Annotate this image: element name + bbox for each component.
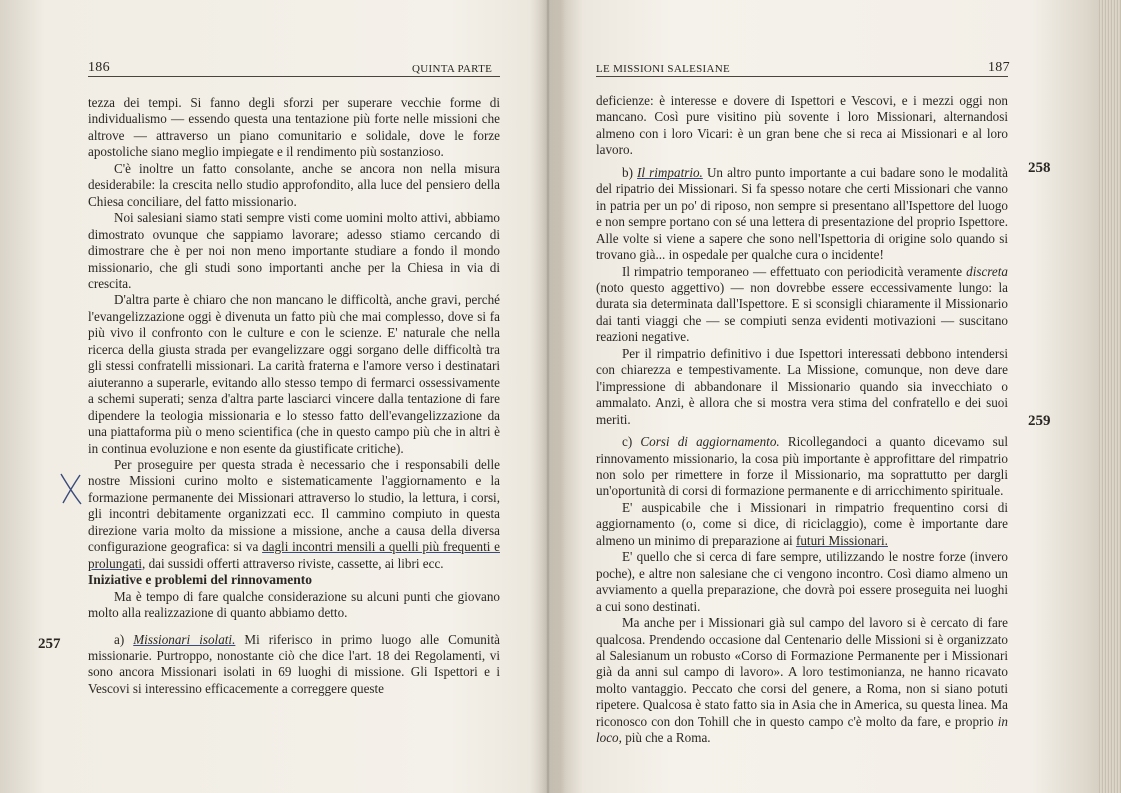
item-marker: b) (622, 164, 638, 180)
paragraph (596, 500, 1008, 549)
text-span: Ricollegandoci a quanto dicevamo sul rinnovamento missionario, la cosa più importante è approfittare del rimpatrio non solo per rimettere in forze il Missionario, ma soprattutto per dargli un'oportunità di corsi di formazione permanente e di arricchimento spirituale. (596, 434, 1008, 499)
margin-number-259: 259 (1028, 413, 1051, 429)
item-title: Missionari isolati. (133, 631, 236, 647)
right-running-head: LE MISSIONI SALESIANE (596, 63, 731, 75)
text-span: (noto questo aggettivo) — non dovrebbe essere eccessivamente lungo: la durata sia determinata dall'Ispettore. E si sconsigli chiaramente il Missionario dai tanti viaggi che — se compiuti senza evidenti motivazioni — suscitano reazioni negative. (596, 279, 1008, 345)
paragraph (596, 264, 1008, 346)
italic-text: in loco, (596, 713, 1008, 746)
left-header-rule (88, 76, 500, 77)
right-page-number: 187 (988, 60, 1010, 75)
paragraph: tezza dei tempi. Si fanno degli sforzi per superare vecchie forme di individualismo — essendo questa una tentazione più forte nelle missioni che altrove — attraverso un piano comunitario e solidale, dove le forze apostoliche siano meglio impiegate e il rendimento più sostanzioso. (88, 95, 500, 160)
left-running-head: QUINTA PARTE (412, 63, 493, 75)
pen-x-mark-icon (58, 472, 84, 506)
pen-underlined-text: dagli incontri mensili a quelli più frequenti e prolungati, (88, 539, 500, 571)
item-title: Il rimpatrio. (637, 164, 703, 180)
text-span: Ma anche per i Missionari già sul campo del lavoro si è cercato di fare qualcosa. Prendendo occasione dal Centenario delle Missioni si è organizzato al Salesianum un robusto «Corso di Formazione Permanente per i Missionari già da anni sul campo di lavoro». A loro testimonianza, ne hanno ricavato molto vantaggio. Peccato che corsi del genere, a Roma, non si siano potuti ripetere. Qualcosa è stato fatto sia in Asia che in America, su questa linea. Ma riconosco con don Tohill che in questo campo c'è molto da fare, e proprio (596, 615, 1008, 729)
paragraph: D'altra parte è chiaro che non mancano le difficoltà, anche gravi, perché l'evangelizzazione oggi è divenuta un fatto più che mai complesso, dove si fa più vivo il confronto con le culture e con le scienze. E' naturale che nella ricerca della giusta strada per evangelizzare oggi sorgano delle difficoltà tra gli stessi confratelli missionari. La carità fraterna e l'amore verso i destinatari aiuteranno a superarle, evitando allo stesso tempo di fermarci ossessivamente a schemi superati; senza d'altra parte lasciarci vincere dalla tentazione di fare dipendere la teologia missionaria e lo stesso fatto dell'evangelizzazione da una piattaforma più o meno scientifica (che in questo campo più che in altri è in continua evoluzione e non esente da giustificate critiche). (88, 292, 500, 456)
paragraph (88, 632, 500, 698)
left-page (0, 0, 545, 793)
paragraph: Noi salesiani siamo stati sempre visti come uomini molto attivi, abbiamo dimostrato ovunque che sappiamo lavorare; adesso stiamo cercando di dimostrare che è per noi non meno importante studiare a fondo il mondo missionario, che gli studi sono importanti anche per la Chiesa in via di crescita. (88, 210, 500, 291)
margin-number-257: 257 (38, 636, 61, 652)
right-page (548, 0, 1121, 793)
item-marker: c) (622, 434, 641, 450)
text-span: più che a Roma. (621, 730, 711, 746)
text-span: Il rimpatrio temporaneo — effettuato con periodicità veramente (622, 263, 967, 279)
text-span: Per proseguire per questa strada è necessario che i responsabili delle nostre Missioni curino molto e sistematicamente l'aggiornamento e la formazione permanente dei Missionari attraverso lo studio, la lettura, i corsi, gli incontri debitamente organizzati ecc. Il cammino compiuto in questa direzione varia molto da missione a missione, anche a causa della diversa configurazione geografica: si va (88, 456, 500, 555)
paragraph: Per il rimpatrio definitivo i due Ispettori interessati debbono intendersi con chiarezza e tempestivamente. La Missione, comunque, non deve dare l'impressione di abbandonare il Missionario quando sia invecchiato o ammalato. Anzi, è allora che si mostra vera stima del confratello e dei suoi meriti. (596, 345, 1008, 427)
item-marker: a) (114, 631, 134, 647)
paragraph (596, 615, 1008, 747)
right-text-block (596, 93, 1008, 747)
paragraph (88, 457, 500, 572)
paragraph: C'è inoltre un fatto consolante, anche se ancora non nella misura desiderabile: la crescita nello studio approfondito, alla luce del pensiero della Chiesa conciliare, del fatto missionario. (88, 160, 500, 209)
paragraph: E' quello che si cerca di fare sempre, utilizzando le nostre forze (invero poche), e altre non salesiane che ci vengono incontro. Così diamo almeno un avviamento a quella preparazione, che dovrà poi essere proseguita nei luoghi a cui sono destinati. (596, 549, 1008, 614)
pen-underlined-text: futuri Missionari. (795, 532, 888, 548)
paragraph (596, 434, 1008, 500)
paragraph: deficienze: è interesse e dovere di Ispettori e Vescovi, e i mezzi oggi non mancano. Così pure visitino più sovente i loro Missionari, alternandosi almeno con i loro Vicari: è un gran bene che si reca ai Missionari e al loro lavoro. (596, 93, 1008, 158)
text-span: Un altro punto importante a cui badare sono le modalità del ripatrio dei Missionari. Si fa spesso notare che certi Missionari che vanno in patria per un po' di riposo, non sempre si presentano all'Ispettore del luogo e non sempre portano con sé una lettera di presentazione del proprio Ispettore. Alle volte si viene a sapere che sono nell'Ispettoria di origine solo quando si trovano già... in ospedale per qualche cura o incidente! (596, 164, 1008, 263)
margin-number-258: 258 (1028, 160, 1051, 176)
text-span: E' auspicabile che i Missionari in rimpatrio frequentino corsi di aggiornamento (o, come si dice, di riciclaggio), come è importante dare almeno un minimo di preparazione ai (596, 499, 1008, 548)
paragraph: Ma è tempo di fare qualche considerazione su alcuni punti che giovano molto alla realizzazione di quanto abbiamo detto. (88, 588, 500, 621)
left-page-number: 186 (88, 60, 110, 75)
item-title: Corsi di aggiornamento. (640, 434, 780, 450)
right-header-rule (596, 76, 1008, 77)
text-span: dai sussidi offerti attraverso riviste, cassette, ai libri ecc. (145, 555, 444, 571)
text-span: Mi riferisco in primo luogo alle Comunità missionarie. Purtroppo, nonostante ciò che dice l'art. 18 dei Regolamenti, vi sono ancora Missionari isolati in 69 luoghi di missione. Gli Ispettori e i Vescovi si interessino efficacemente a correggere queste (88, 631, 500, 696)
left-text-block (88, 95, 500, 697)
section-heading: Iniziative e problemi del rinnovamento (88, 572, 312, 588)
paragraph (596, 165, 1008, 264)
italic-text: discreta (966, 263, 1008, 279)
